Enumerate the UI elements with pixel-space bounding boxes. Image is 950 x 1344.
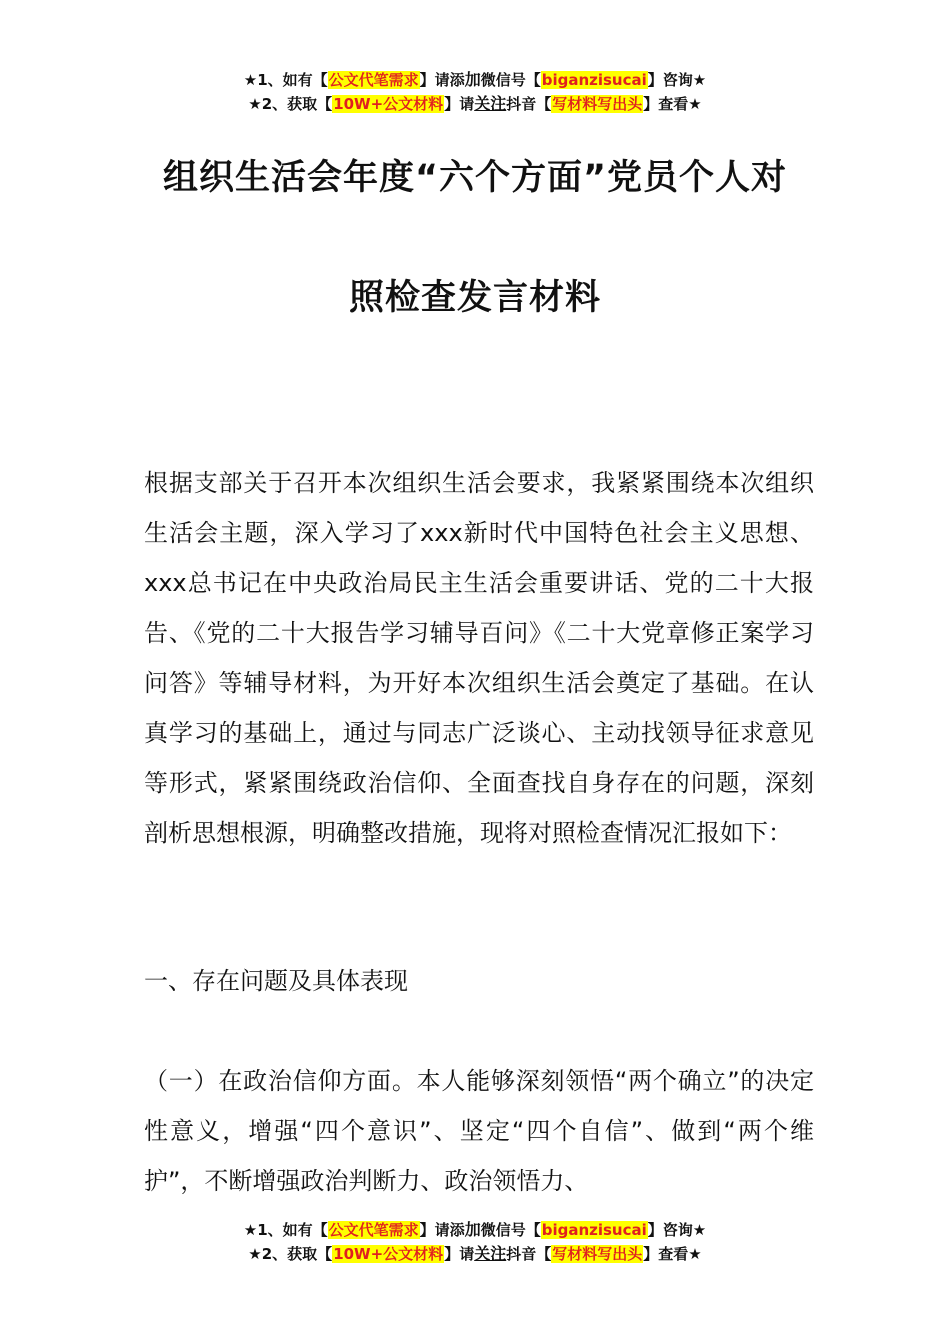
- header-banner: [0, 68, 950, 116]
- banner-text: 微信号【: [480, 1221, 541, 1239]
- banner-text: 】咨询★: [647, 1221, 707, 1239]
- banner-text: 】查看★: [643, 1245, 702, 1263]
- highlight-materials: 10W+公文材料: [333, 95, 444, 113]
- highlight-wechat-id: biganzisucai: [541, 1221, 647, 1239]
- document-title-line-2: 照检查发言材料: [348, 278, 601, 318]
- footer-banner: [0, 1218, 950, 1266]
- highlight-service: 公文代笔需求: [328, 71, 419, 89]
- banner-text: ★1、如有【: [243, 71, 328, 89]
- banner-text: 】请添: [419, 71, 465, 89]
- highlight-materials: 10W+公文材料: [333, 1245, 444, 1263]
- banner-text: 微信号【: [480, 71, 541, 89]
- banner-line-1: [0, 68, 950, 92]
- banner-text: ★2、获取【: [248, 95, 333, 113]
- banner-text: 加: [464, 70, 481, 89]
- highlight-wechat-id: biganzisucai: [541, 71, 647, 89]
- section-paragraph: （一）在政治信仰方面。本人能够深刻领悟“两个确立”的决定性意义，增强“四个意识”、坚定“四个自信”、做到“两个维护”，不断增强政治判断力、政治领悟力、: [144, 1067, 814, 1195]
- banner-text: 】请添: [419, 1221, 465, 1239]
- banner-text: 】请: [444, 95, 475, 113]
- intro-paragraph: 根据支部关于召开本次组织生活会要求，我紧紧围绕本次组织生活会主题，深入学习了xxx新时代中国特色社会主义思想、xxx总书记在中央政治局民主生活会重要讲话、党的二十大报告、《党的二十大报告学习辅导百问》《二十大党章修正案学习问答》等辅导材料，为开好本次组织生活会奠定了基础。在认真学习的基础上，通过与同志广泛谈心、主动找领导征求意见等形式，紧紧围绕政治信仰、全面查找自身存在的问题，深刻剖析思想根源，明确整改措施，现将对照检查情况汇报如下：: [144, 469, 814, 847]
- banner-text: ★1、如有【: [243, 1221, 328, 1239]
- section-heading: 一、存在问题及具体表现: [144, 967, 408, 995]
- banner-text: 】请: [444, 1245, 475, 1263]
- banner-line-2: [0, 1242, 950, 1266]
- banner-text: 关注: [474, 1244, 507, 1263]
- banner-text: ★2、获取【: [248, 1245, 333, 1263]
- document-title-line-1: 组织生活会年度“六个方面”党员个人对: [162, 158, 787, 198]
- banner-text: 关注: [474, 94, 507, 113]
- banner-text: 抖音【: [506, 95, 552, 113]
- banner-text: 】查看★: [643, 95, 702, 113]
- banner-line-1: [0, 1218, 950, 1242]
- banner-text: 抖音【: [506, 1245, 552, 1263]
- banner-text: 加: [464, 1220, 481, 1239]
- banner-text: 】咨询★: [647, 71, 707, 89]
- highlight-douyin: 写材料写出头: [552, 1245, 643, 1263]
- highlight-service: 公文代笔需求: [328, 1221, 419, 1239]
- highlight-douyin: 写材料写出头: [552, 95, 643, 113]
- banner-line-2: [0, 92, 950, 116]
